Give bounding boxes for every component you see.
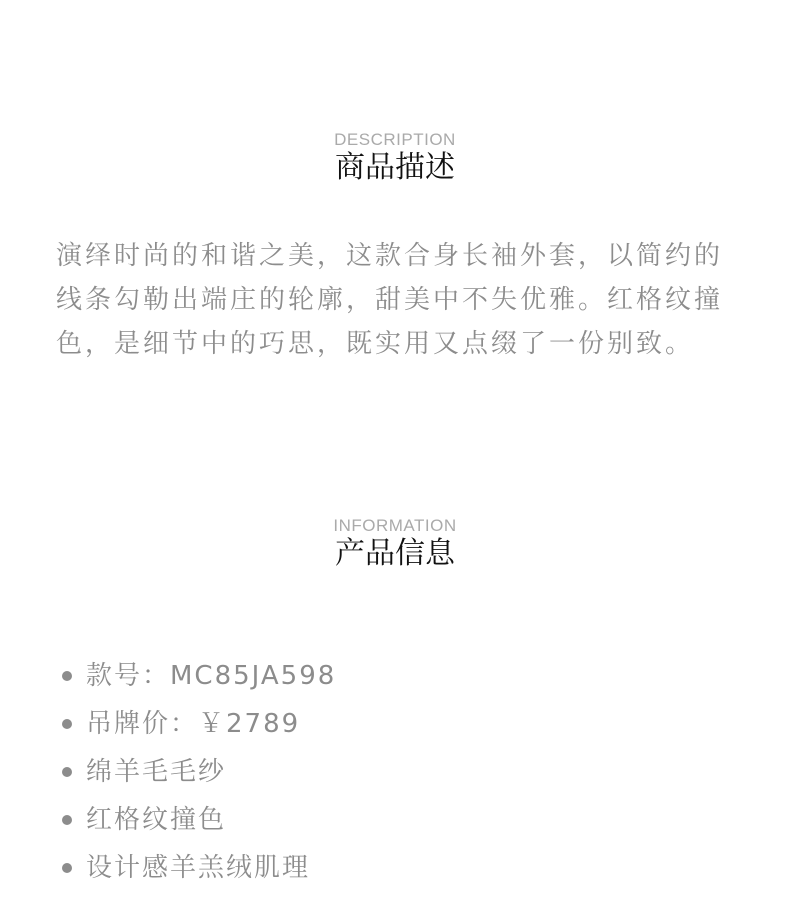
information-header — [0, 516, 790, 572]
description-title: 商品描述 — [335, 150, 455, 185]
info-item-label: 款号：MC85JA598 — [86, 661, 337, 691]
info-item-material — [60, 748, 760, 796]
info-item-style-number — [60, 652, 760, 700]
bullet-dot-icon — [62, 863, 72, 873]
info-item-label: 吊牌价：￥2789 — [86, 709, 301, 739]
information-title: 产品信息 — [335, 536, 455, 571]
description-eyebrow: DESCRIPTION — [334, 130, 456, 149]
info-item-pattern — [60, 796, 760, 844]
info-item-label: 红格纹撞色 — [86, 805, 227, 835]
bullet-dot-icon — [62, 671, 72, 681]
bullet-dot-icon — [62, 815, 72, 825]
bullet-dot-icon — [62, 767, 72, 777]
information-eyebrow: INFORMATION — [333, 516, 457, 535]
info-item-label: 设计感羊羔绒肌理 — [86, 853, 311, 883]
info-item-label: 绵羊毛毛纱 — [86, 757, 227, 787]
product-description-text: 演绎时尚的和谐之美，这款合身长袖外套，以简约的线条勾勒出端庄的轮廓，甜美中不失优雅。红格纹撞色，是细节中的巧思，既实用又点缀了一份别致。 — [56, 241, 724, 359]
product-info-list — [60, 652, 760, 892]
description-header — [0, 130, 790, 186]
info-item-tag-price — [60, 700, 760, 748]
info-item-texture — [60, 844, 760, 892]
bullet-dot-icon — [62, 719, 72, 729]
